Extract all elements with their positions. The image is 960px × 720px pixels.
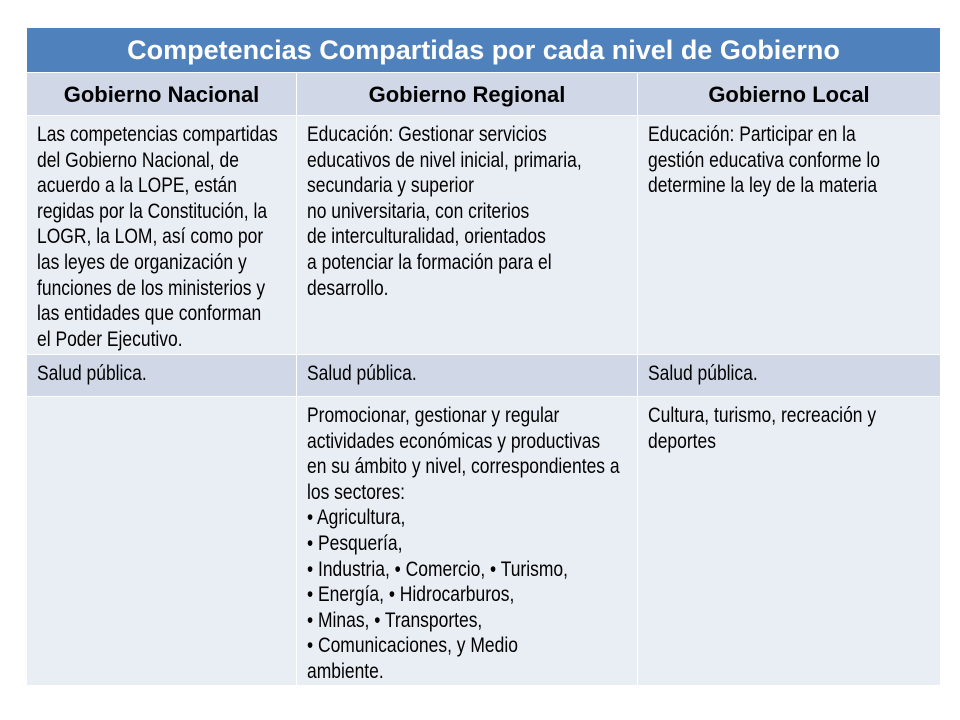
cell-text xyxy=(37,122,278,352)
bullet-line: • Agricultura, xyxy=(307,505,406,530)
cell-text xyxy=(648,403,879,454)
table-title: Competencias Compartidas por cada nivel de Gobierno xyxy=(27,28,941,73)
text-line: las entidades que conforman xyxy=(37,301,262,326)
text-line: no universitaria, con criterios xyxy=(307,198,530,223)
row2-regional-cell xyxy=(297,355,638,397)
competencias-table xyxy=(27,28,941,686)
text-line: funciones de los ministerios y xyxy=(37,275,266,300)
text-line: los sectores: xyxy=(307,479,406,504)
text-line: de interculturalidad, orientados xyxy=(307,224,546,249)
row2-nacional-cell xyxy=(27,355,297,397)
text-line: actividades económicas y productivas xyxy=(307,428,601,453)
row1-nacional-cell xyxy=(27,116,297,355)
text-line: desarrollo. xyxy=(307,275,389,300)
text-line: Educación: Gestionar servicios xyxy=(307,122,547,146)
text-line: regidas por la Constitución, la xyxy=(37,198,268,223)
bullet-line: • Industria, • Comercio, • Turismo, xyxy=(307,556,568,581)
text-line: a potenciar la formación para el xyxy=(307,249,552,274)
cell-text xyxy=(648,361,879,387)
row3-local-cell xyxy=(638,397,941,686)
bullet-line: • Pesquería, xyxy=(307,530,403,555)
text-line: del Gobierno Nacional, de xyxy=(37,147,239,172)
text-line: las leyes de organización y xyxy=(37,249,247,274)
text-line: Promocionar, gestionar y regular xyxy=(307,403,560,427)
row1-regional-cell xyxy=(297,116,638,355)
text-line: determine la ley de la materia xyxy=(648,173,878,198)
text-line: Salud pública. xyxy=(648,361,758,385)
cell-text xyxy=(307,361,569,387)
text-line: ambiente. xyxy=(307,658,384,683)
text-line: deportes xyxy=(648,428,716,453)
bullet-line: • Energía, • Hidrocarburos, xyxy=(307,582,515,607)
header-gobierno-local: Gobierno Local xyxy=(638,73,941,116)
text-line: Educación: Participar en la xyxy=(648,122,856,146)
text-line: Las competencias compartidas xyxy=(37,122,278,146)
cell-text xyxy=(648,122,879,199)
header-gobierno-regional: Gobierno Regional xyxy=(297,73,638,116)
text-line: secundaria y superior xyxy=(307,173,474,198)
text-line: el Poder Ejecutivo. xyxy=(37,326,183,351)
text-line: Salud pública. xyxy=(307,361,417,385)
row3-nacional-cell-empty xyxy=(27,397,297,686)
cell-text xyxy=(37,361,241,387)
text-line: Salud pública. xyxy=(37,361,147,385)
cell-text xyxy=(307,122,582,301)
text-line: en su ámbito y nivel, correspondientes a xyxy=(307,454,620,479)
row3-regional-cell xyxy=(297,397,638,686)
row1-local-cell xyxy=(638,116,941,355)
bullet-line: • Comunicaciones, y Medio xyxy=(307,633,518,658)
row2-local-cell xyxy=(638,355,941,397)
text-line: gestión educativa conforme lo xyxy=(648,147,881,172)
text-line: LOGR, la LOM, así como por xyxy=(37,224,264,249)
text-line: acuerdo a la LOPE, están xyxy=(37,173,237,198)
header-gobierno-nacional: Gobierno Nacional xyxy=(27,73,297,116)
text-line: Cultura, turismo, recreación y xyxy=(648,403,877,427)
cell-text xyxy=(307,403,620,685)
text-line: educativos de nivel inicial, primaria, xyxy=(307,147,582,172)
bullet-line: • Minas, • Transportes, xyxy=(307,607,483,632)
